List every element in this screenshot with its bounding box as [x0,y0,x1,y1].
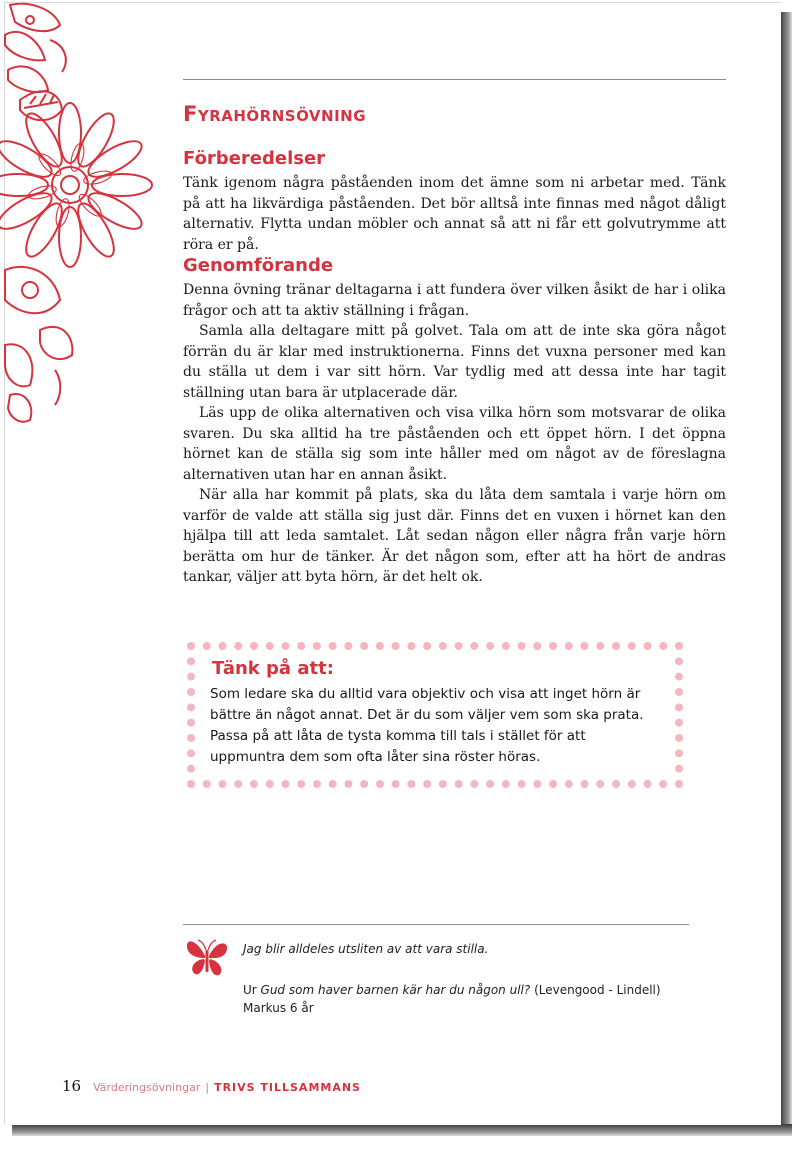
border-dot [187,780,195,788]
border-dot [644,642,652,650]
border-dot [407,642,415,650]
paragraph: Denna övning tränar deltagarna i att fundera över vilken åsikt de har i olika frågor och att ta aktiv ställning i frågan. [183,282,726,319]
page-shadow-bottom [12,1124,792,1136]
border-dot [502,642,510,650]
border-dot [455,642,463,650]
border-dot [360,780,368,788]
border-dot [187,688,195,696]
border-dot [266,780,274,788]
border-dot [659,780,667,788]
border-dot [486,642,494,650]
border-dot [455,780,463,788]
border-dot [407,780,415,788]
border-dot [612,780,620,788]
border-dot [612,642,620,650]
paragraph: Tänk igenom några påståenden inom det ämne som ni arbetar med. Tänk på att ha likvärdiga påståenden. Det bör alltså inte finnas med något dåligt alternativ. Flytta undan möbler och annat så att ni får ett golvutrymme att röra er på. [183,175,726,253]
quote-text: Jag blir alldeles utsliten av att vara stilla. [243,942,489,956]
border-dot [203,780,211,788]
border-dot [518,642,526,650]
border-dot [187,642,195,650]
border-dot [439,642,447,650]
border-dot [187,749,195,757]
border-dot [423,780,431,788]
border-dot [187,719,195,727]
paragraph: När alla har kommit på plats, ska du låta dem samtala i varje hörn om varför de valde att ställa sig just där. Finns det en vuxen i hörnet kan den hjälpa till att leda samtalet. Låt sedan någon eller några från varje hörn berätta om hur de tänker. Är det någon som, efter att ha hört de andras tankar, väljer att byta hörn, är det helt ok. [183,487,726,585]
border-dot [659,642,667,650]
border-dot [675,673,683,681]
border-dot [250,780,258,788]
border-dot [565,780,573,788]
border-dot [644,780,652,788]
border-dot [675,657,683,665]
quote-source [243,981,683,1017]
page-number: 16 [62,1077,82,1095]
border-dot [297,642,305,650]
border-dot [187,734,195,742]
border-dot [218,642,226,650]
border-dot [423,642,431,650]
border-dot [187,673,195,681]
quote-author: Markus 6 år [243,1001,314,1015]
border-dot [565,642,573,650]
border-dot [250,642,258,650]
border-dot [675,642,683,650]
section-body-preparation [183,173,726,255]
border-dot [187,657,195,665]
section-body-execution [183,280,726,588]
tip-heading: Tänk på att: [212,658,334,679]
paragraph: Läs upp de olika alternativen och visa vilka hörn som motsvarar de olika svaren. Du ska alltid ha tre påståenden och ett öppet hörn. I det öppna hörnet kan de ställa sig som inte håller med om något av de föreslagna alternativen utan har en annan åsikt. [183,405,726,483]
border-dot [187,703,195,711]
source-suffix: (Levengood - Lindell) [530,983,661,997]
border-dot [203,642,211,650]
page-shadow-right [780,12,792,1136]
border-dot [234,780,242,788]
section-heading-preparation: Förberedelser [183,148,326,169]
section-heading-execution: Genomförande [183,255,334,276]
border-dot [313,780,321,788]
source-prefix: Ur [243,983,261,997]
bottom-divider [183,924,689,925]
border-dot [329,642,337,650]
border-dot [281,642,289,650]
border-dot [675,734,683,742]
border-dot [392,642,400,650]
border-dot [675,719,683,727]
border-dot [675,749,683,757]
border-dot [486,780,494,788]
page-footer [62,1077,361,1095]
tip-text: Som ledare ska du alltid vara objektiv och visa att inget hörn är bättre än något annat. Det är du som väljer vem som ska prata. Passa på att låta de tysta komma till tals i stället för att uppmuntra dem som ofta låter sina röster höras. [210,686,644,765]
border-dot [533,642,541,650]
source-title: Gud som haver barnen kär har du någon ull? [260,983,531,997]
top-divider [183,79,726,80]
border-dot [675,780,683,788]
border-dot [549,780,557,788]
border-dot [675,703,683,711]
border-dot [628,780,636,788]
border-dot [518,780,526,788]
border-dot [297,780,305,788]
border-dot [596,642,604,650]
border-dot [344,642,352,650]
border-dot [376,642,384,650]
border-dot [675,688,683,696]
border-dot [581,780,589,788]
border-dot [234,642,242,650]
border-dot [628,642,636,650]
border-dot [344,780,352,788]
border-dot [502,780,510,788]
paragraph: Samla alla deltagare mitt på golvet. Tala om att de inte ska göra något förrän du är klar med instruktionerna. Finns det vuxna personer med kan du ställa ut dem i var sitt hörn. Var tydlig med att dessa inte har tagit ställning utan bara är utplacerade där. [183,323,726,401]
border-dot [392,780,400,788]
border-dot [596,780,604,788]
border-dot [187,765,195,773]
tip-box [186,641,684,789]
border-dot [266,642,274,650]
border-dot [329,780,337,788]
border-dot [581,642,589,650]
page-title: Fyrahörnsövning [183,102,367,126]
border-dot [218,780,226,788]
butterfly-icon [185,936,229,980]
border-dot [470,780,478,788]
floral-decoration-icon [0,0,175,430]
footer-book-title: TRIVS TILLSAMMANS [214,1081,361,1094]
border-dot [549,642,557,650]
border-dot [470,642,478,650]
border-dot [675,765,683,773]
border-dot [360,642,368,650]
border-dot [281,780,289,788]
footer-section: Värderingsövningar [93,1081,201,1094]
border-dot [533,780,541,788]
border-dot [313,642,321,650]
footer-separator: | [205,1081,210,1094]
border-dot [439,780,447,788]
border-dot [376,780,384,788]
